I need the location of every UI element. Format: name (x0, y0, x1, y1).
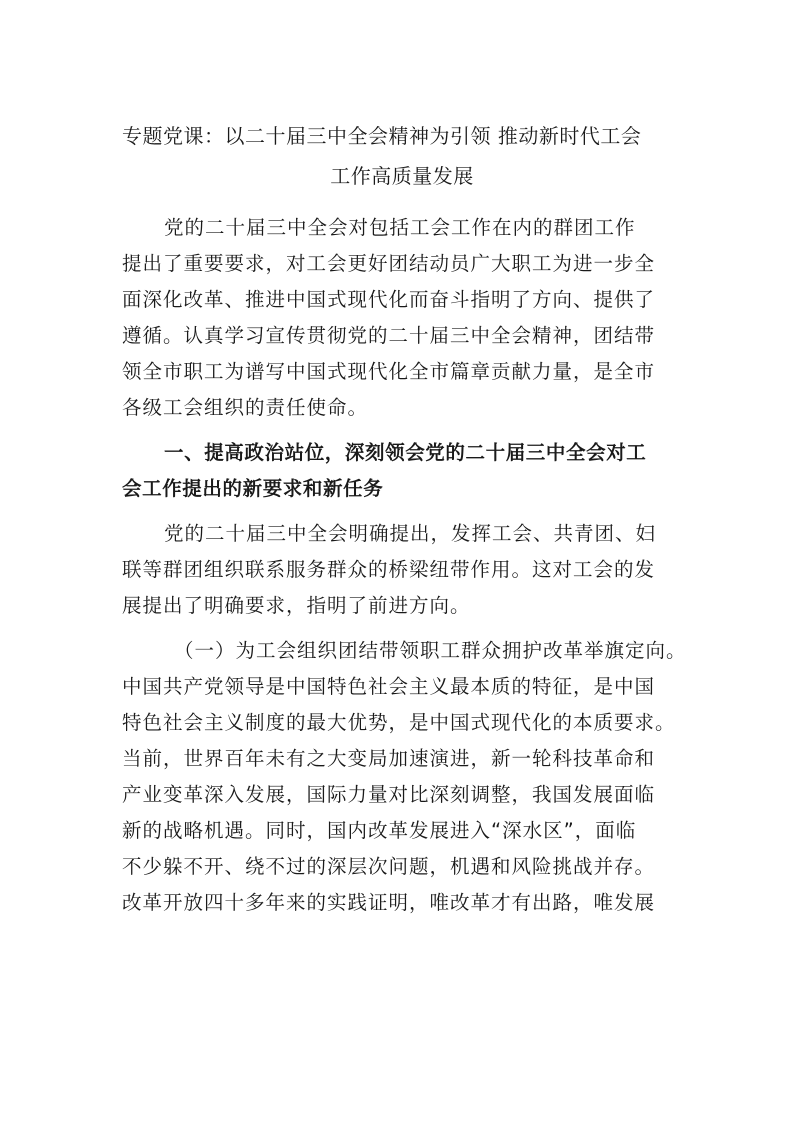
paragraph-line: 产业变革深入发展，国际力量对比深刻调整，我国发展面临 (122, 783, 656, 806)
heading-line: 会工作提出的新要求和新任务 (122, 477, 384, 500)
paragraph-line: 展提出了明确要求，指明了前进方向。 (122, 594, 471, 617)
title-line: 专题党课：以二十届三中全会精神为引领 推动新时代工会 (122, 124, 642, 148)
paragraph-line: 新的战略机遇。同时，国内改革发展进入“深水区”，面临 (122, 819, 637, 842)
paragraph-subsection-1 (122, 633, 687, 921)
paragraph-line: 领全市职工为谱写中国式现代化全市篇章贡献力量，是全市 (122, 360, 656, 383)
document-title (122, 116, 682, 196)
document-page (122, 116, 687, 921)
paragraph-line: 提出了重要要求，对工会更好团结动员广大职工为进一步全 (122, 252, 656, 275)
paragraph-line: 遵循。认真学习宣传贯彻党的二十届三中全会精神，团结带 (122, 324, 656, 347)
paragraph-line: 不少躲不开、绕不过的深层次问题，机遇和风险挑战并存。 (122, 855, 656, 878)
paragraph-line: 当前，世界百年未有之大变局加速演进，新一轮科技革命和 (122, 747, 656, 770)
paragraph-line: 面深化改革、推进中国式现代化而奋斗指明了方向、提供了 (122, 288, 656, 311)
paragraph-intro (122, 210, 682, 426)
paragraph-line: 联等群团组织联系服务群众的桥梁纽带作用。这对工会的发 (122, 558, 656, 581)
paragraph-line: 特色社会主义制度的最大优势，是中国式现代化的本质要求。 (122, 711, 676, 734)
heading-line: 一、提高政治站位，深刻领会党的二十届三中全会对工 (164, 441, 647, 464)
paragraph-line: 各级工会组织的责任使命。 (122, 396, 369, 419)
paragraph-line: 党的二十届三中全会对包括工会工作在内的群团工作 (164, 216, 636, 239)
section-heading-1 (122, 435, 682, 507)
title-line: 工作高质量发展 (330, 164, 474, 188)
paragraph-line: 党的二十届三中全会明确提出，发挥工会、共青团、妇 (164, 522, 657, 545)
paragraph-line: （一）为工会组织团结带领职工群众拥护改革举旗定向。 (174, 639, 687, 662)
paragraph-line: 改革开放四十多年来的实践证明，唯改革才有出路，唯发展 (122, 891, 656, 914)
paragraph-line: 中国共产党领导是中国特色社会主义最本质的特征，是中国 (122, 675, 656, 698)
paragraph-section-1 (122, 516, 682, 624)
